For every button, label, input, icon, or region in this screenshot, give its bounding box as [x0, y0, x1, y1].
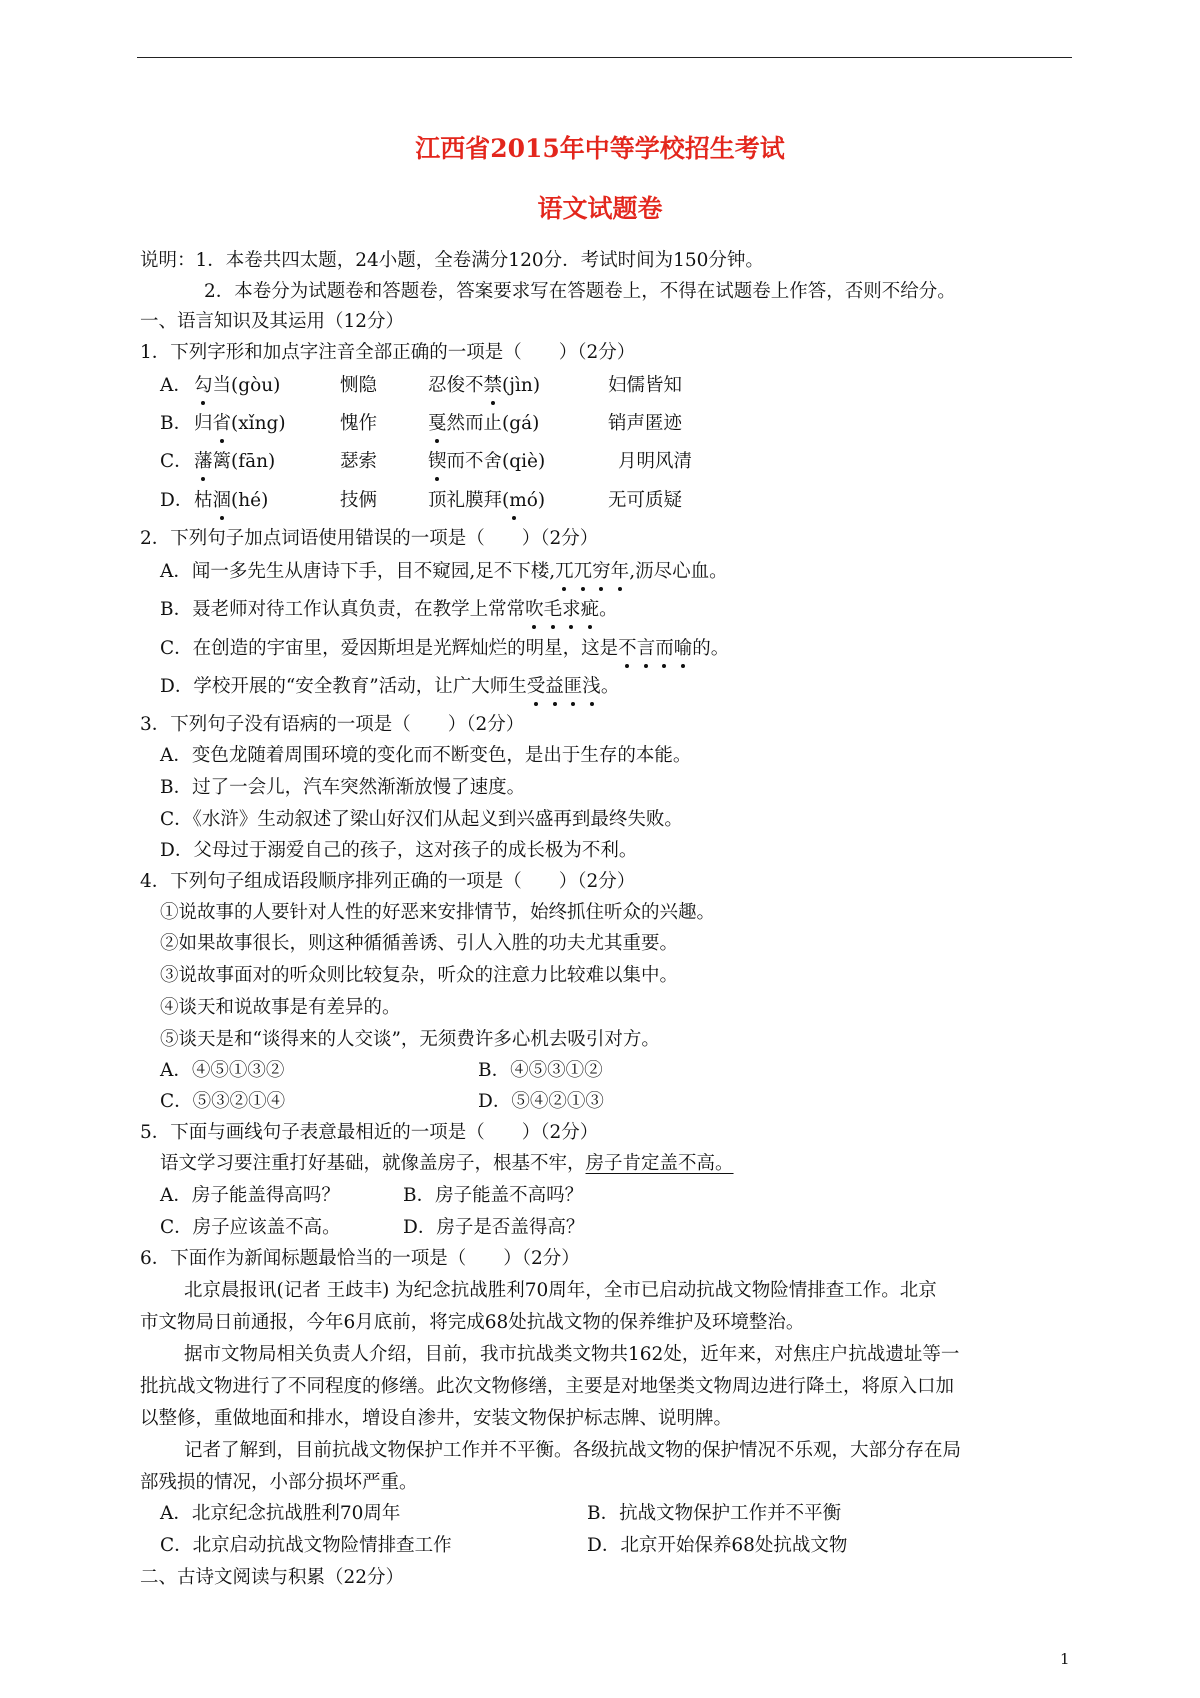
dotted-char: 匪	[564, 674, 583, 700]
q5-option-a: A．房子能盖得高吗？	[160, 1185, 340, 1206]
exam-title: 江西省2015年中等学校招生考试	[415, 134, 785, 163]
q6-passage-line: 据市文物局相关负责人介绍，目前，我市抗战类文物共162处，近年来，对焦庄户抗战遗址等一	[184, 1344, 960, 1365]
section-2-heading: 二、古诗文阅读与积累（22分）	[140, 1567, 405, 1588]
q4-option-b: B．④⑤③①②	[478, 1060, 603, 1081]
word-text: 顶礼膜	[428, 490, 484, 511]
section-1-heading: 一、语言知识及其运用（12分）	[140, 311, 405, 332]
q6-stem: 6．下面作为新闻标题最恰当的一项是（ ）（2分）	[140, 1248, 580, 1269]
q6-option-b: B．抗战文物保护工作并不平衡	[587, 1503, 842, 1524]
word-text: (jìn)	[502, 375, 541, 396]
dotted-char: 藩	[194, 449, 213, 475]
word-text: 恻隐	[340, 375, 378, 396]
word-text: 销声匿迹	[608, 413, 683, 434]
dotted-char: 求	[562, 597, 581, 623]
dotted-char: 锲	[428, 449, 447, 475]
dotted-char: 兀	[574, 559, 593, 585]
q3-option-d: D．父母过于溺爱自己的孩子，这对孩子的成长极为不利。	[160, 840, 638, 861]
dotted-word	[525, 599, 599, 620]
word-text: 而不舍(qiè)	[446, 451, 546, 472]
word-text: 归	[194, 413, 213, 434]
word-text: 然而止(gá)	[446, 413, 540, 434]
dotted-char: 省	[213, 411, 232, 437]
dotted-char: 吹	[525, 597, 544, 623]
q5-option-c: C．房子应该盖不高。	[160, 1217, 341, 1238]
notes-line-2: 2．本卷分为试题卷和答题卷，答案要求写在答题卷上，不得在试题卷上作答，否则不给分。	[204, 281, 956, 302]
dotted-char: 益	[545, 674, 564, 700]
q3-option-a: A．变色龙随着周围环境的变化而不断变色，是出于生存的本能。	[160, 745, 692, 766]
q4-sentence: ③说故事面对的听众则比较复杂，听众的注意力比较难以集中。	[160, 965, 679, 986]
header-rule	[137, 57, 1072, 58]
word-text: 瑟索	[340, 451, 378, 472]
word-text: 枯	[194, 490, 213, 511]
q6-passage-line: 市文物局日前通报，今年6月底前，将完成68处抗战文物的保养维护及环境整治。	[140, 1312, 805, 1333]
q1-stem: 1．下列字形和加点字注音全部正确的一项是（ ）（2分）	[140, 342, 636, 363]
option-label: D．	[160, 490, 194, 511]
exam-subtitle: 语文试题卷	[537, 194, 663, 223]
word-text: 月明风清	[618, 451, 693, 472]
dotted-char: 勾	[194, 373, 213, 399]
dotted-char: 涸	[213, 488, 232, 514]
q5-stem: 5．下面与画线句子表意最相近的一项是（ ）（2分）	[140, 1122, 599, 1143]
dotted-char: 不	[618, 636, 637, 662]
q6-option-c: C．北京启动抗战文物险情排查工作	[160, 1535, 452, 1556]
dotted-char: 喻	[674, 636, 693, 662]
dotted-char: 拜(mó)	[484, 488, 546, 514]
word-text: 忍俊不	[428, 375, 484, 396]
q6-passage-line: 部残损的情况，小部分损坏严重。	[140, 1472, 418, 1493]
dotted-word	[527, 676, 601, 697]
q4-option-c: C．⑤③②①④	[160, 1091, 286, 1112]
word-text: 无可质疑	[608, 490, 683, 511]
q4-option-d: D．⑤④②①③	[478, 1091, 604, 1112]
dotted-char: 疵	[581, 597, 600, 623]
word-text: 技俩	[340, 490, 378, 511]
q6-passage-line: 批抗战文物进行了不同程度的修缮。此次文物修缮，主要是对地堡类文物周边进行降土，将原入口加	[140, 1376, 955, 1397]
q3-stem: 3．下列句子没有语病的一项是（ ）（2分）	[140, 714, 525, 735]
q4-sentence: ⑤谈天是和“谈得来的人交谈”，无须费许多心机去吸引对方。	[160, 1029, 660, 1050]
q6-passage-line: 以整修，重做地面和排水，增设自渗井，安装文物保护标志牌、说明牌。	[140, 1408, 733, 1429]
dotted-char: 年	[611, 559, 630, 585]
q6-passage-line: 记者了解到，目前抗战文物保护工作并不平衡。各级抗战文物的保护情况不乐观，大部分存在局	[184, 1440, 962, 1461]
dotted-word	[555, 561, 629, 582]
dotted-char: 言	[637, 636, 656, 662]
q5-sentence: 语文学习要注重打好基础，就像盖房子，根基不牢，房子肯定盖不高。	[160, 1153, 734, 1174]
dotted-char: 受	[527, 674, 546, 700]
q6-passage-line: 北京晨报讯(记者 王歧丰) 为纪念抗战胜利70周年，全市已启动抗战文物险情排查工作。北京	[184, 1280, 937, 1301]
word-text: 愧作	[340, 413, 378, 434]
q4-sentence: ①说故事的人要针对人性的好恶来安排情节，始终抓住听众的兴趣。	[160, 902, 716, 923]
q6-option-a: A．北京纪念抗战胜利70周年	[160, 1503, 401, 1524]
option-label: C．	[160, 451, 193, 472]
dotted-char: 兀	[555, 559, 574, 585]
q5-option-b: B．房子能盖不高吗？	[403, 1185, 584, 1206]
q2-stem: 2．下列句子加点词语使用错误的一项是（ ）（2分）	[140, 528, 599, 549]
underlined-clause: 房子肯定盖不高。	[585, 1153, 734, 1174]
dotted-char: 禁	[484, 373, 503, 399]
dotted-char: 而	[655, 636, 674, 662]
q3-option-c: C．《水浒》生动叙述了梁山好汉们从起义到兴盛再到最终失败。	[160, 809, 683, 830]
q4-stem: 4．下列句子组成语段顺序排列正确的一项是（ ）（2分）	[140, 871, 636, 892]
q2-option-b: B．聂老师对待工作认真负责，在教学上常常吹毛求疵。	[160, 597, 618, 623]
notes-line-1: 说明：1．本卷共四太题，24小题，全卷满分120分．考试时间为150分钟。	[140, 250, 764, 271]
q2-option-c: C．在创造的宇宙里，爱因斯坦是光辉灿烂的明星，这是不言而喻的。	[160, 636, 729, 662]
page-number: 1	[1060, 1650, 1070, 1668]
option-label: B．	[160, 413, 193, 434]
word-text: 妇儒皆知	[608, 375, 683, 396]
q4-option-a: A．④⑤①③②	[160, 1060, 285, 1081]
word-text: (hé)	[231, 490, 269, 511]
dotted-word	[618, 638, 692, 659]
q4-sentence: ④谈天和说故事是有差异的。	[160, 997, 401, 1018]
q4-sentence: ②如果故事很长，则这种循循善诱、引人入胜的功夫尤其重要。	[160, 933, 679, 954]
dotted-char: 浅	[582, 674, 601, 700]
q3-option-b: B．过了一会儿，汽车突然渐渐放慢了速度。	[160, 777, 526, 798]
word-text: 当(gòu)	[212, 375, 281, 396]
option-label: A．	[160, 375, 192, 396]
word-text: 篱(fān)	[212, 451, 276, 472]
word-text: (xǐng)	[231, 413, 286, 434]
q5-option-d: D．房子是否盖得高？	[403, 1217, 585, 1238]
q2-option-a: A．闻一多先生从唐诗下手，目不窥园,足不下楼,兀兀穷年,沥尽心血。	[160, 559, 728, 585]
q6-option-d: D．北京开始保养68处抗战文物	[587, 1535, 848, 1556]
dotted-char: 毛	[544, 597, 563, 623]
dotted-char: 戛	[428, 411, 447, 437]
q2-option-d: D．学校开展的“安全教育”活动，让广大师生受益匪浅。	[160, 674, 619, 700]
dotted-char: 穷	[592, 559, 611, 585]
